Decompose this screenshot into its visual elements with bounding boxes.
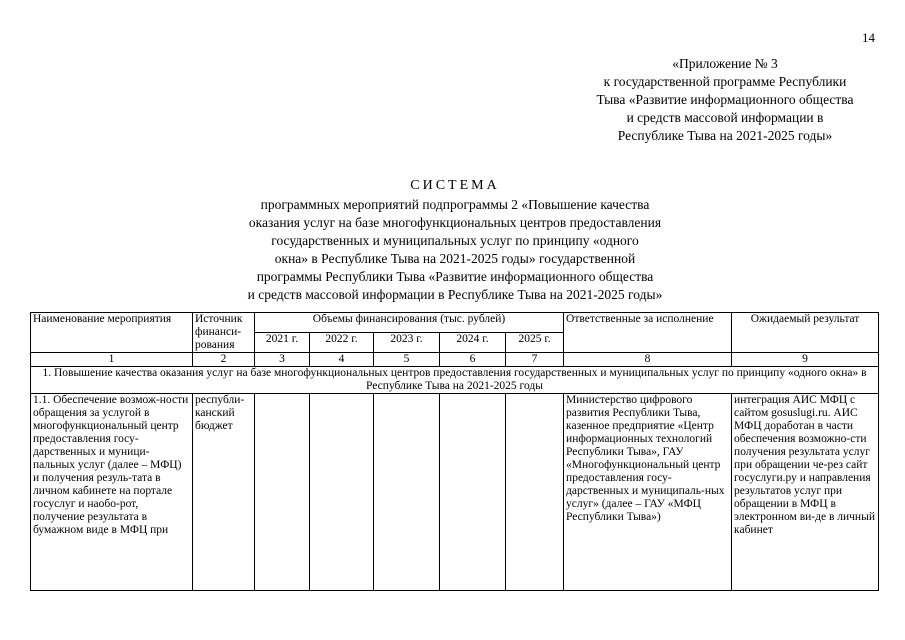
header-result: Ожидаемый результат [732,313,879,353]
section-row [31,367,879,394]
column-number: 5 [374,353,440,367]
title-line: окна» в Республике Тыва на 2021-2025 годы» государственной [274,251,636,266]
document-title [200,177,710,304]
appendix-line: к государственной программе Республики [603,74,847,89]
header-volumes: Объемы финансирования (тыс. рублей) [255,313,564,333]
header-row [31,313,879,333]
header-year: 2022 г. [310,333,374,353]
title-line: программных мероприятий подпрограммы 2 «Повышение качества [260,197,650,212]
column-number: 3 [255,353,310,367]
row-year-value [374,394,440,591]
row-year-value [506,394,564,591]
section-title: 1. Повышение качества оказания услуг на базе многофункциональных центров предоставления государственных и муниципальных услуг по принципу «одного окна» в Республике Тыва на 2021-2025 годы [31,367,879,394]
measures-table [30,312,879,591]
row-responsible: Министерство цифрового развития Республики Тыва, казенное предприятие «Центр информационных технологий Республики Тыва», ГАУ «Многофункциональный центр предоставления госу-дарственных и муниципаль-ных услуг» (далее – ГАУ «МФЦ Республики Тыва») [564,394,732,591]
row-name: 1.1. Обеспечение возмож-ности обращения за услугой в многофункциональный центр предоставления госу-дарственных и муници-пальных услуг (далее – МФЦ) и получения резуль-тата в личном кабинете на портале госуслуг и наобо-рот, получение результата в бумажном виде в МФЦ при [31,394,193,591]
row-year-value [440,394,506,591]
appendix-line: Тыва «Развитие информационного общества [596,92,854,107]
header-year: 2021 г. [255,333,310,353]
title-line: государственных и муниципальных услуг по принципу «одного [271,233,639,248]
title-main: СИСТЕМА [410,178,500,193]
row-source: республи-канский бюджет [193,394,255,591]
column-numbers-row [31,353,879,367]
header-year: 2024 г. [440,333,506,353]
page-number: 14 [862,30,875,45]
column-number: 6 [440,353,506,367]
title-line: программы Республики Тыва «Развитие информационного общества [256,269,654,284]
appendix-line: «Приложение № 3 [672,56,778,71]
table-row [31,394,879,591]
header-responsible: Ответственные за исполнение [564,313,732,353]
column-number: 9 [732,353,879,367]
column-number: 2 [193,353,255,367]
row-result: интеграция АИС МФЦ с сайтом gosuslugi.ru. АИС МФЦ доработан в части обеспечения возможно-сти получения результата услуг при обращении че-рез сайт госуслуги.ру и направления результатов услуг при обращении в МФЦ в электронном ви-де в личный кабинет [732,394,879,591]
appendix-line: и средств массовой информации в [626,110,824,125]
title-line: оказания услуг на базе многофункциональных центров предоставления [248,215,662,230]
row-year-value [255,394,310,591]
appendix-header [560,55,890,145]
row-year-value [310,394,374,591]
header-year: 2025 г. [506,333,564,353]
column-number: 8 [564,353,732,367]
title-line: и средств массовой информации в Республике Тыва на 2021-2025 годы» [247,287,663,302]
header-source: Источник финанси-рования [193,313,255,353]
appendix-line: Республике Тыва на 2021-2025 годы» [617,128,833,143]
column-number: 7 [506,353,564,367]
header-year: 2023 г. [374,333,440,353]
column-number: 1 [31,353,193,367]
header-name: Наименование мероприятия [31,313,193,353]
column-number: 4 [310,353,374,367]
